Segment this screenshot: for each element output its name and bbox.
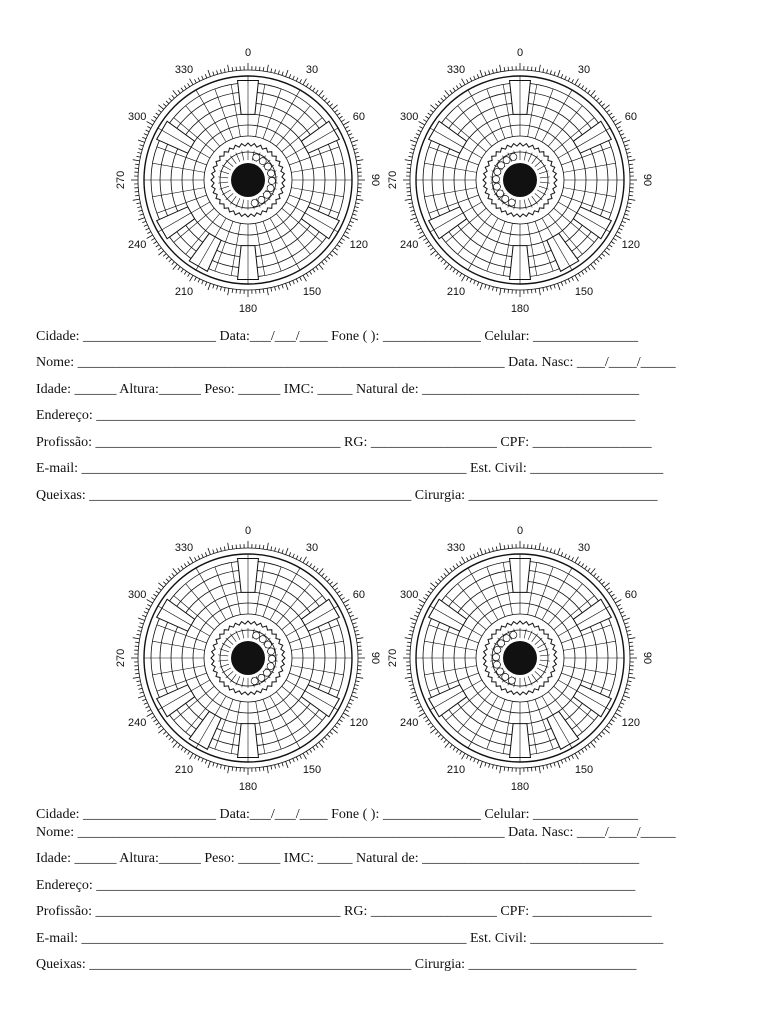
- form-line-cidade[interactable]: Cidade: ___________________ Data:___/___/____ Fone ( ): ______________ Celular: _______________: [36, 329, 638, 344]
- iris-chart-graphic: [385, 523, 655, 793]
- degree-label: 0: [516, 525, 524, 537]
- degree-label: 330: [174, 542, 194, 555]
- degree-label: 0: [516, 47, 524, 59]
- degree-label: 30: [305, 542, 319, 555]
- form-line-profissao[interactable]: Profissão: ___________________________________ RG: __________________ CPF: _________________: [36, 904, 652, 919]
- iris-chart-graphic: [113, 523, 383, 793]
- degree-label: 0: [244, 47, 252, 59]
- degree-label: 150: [574, 285, 594, 298]
- form-line-nome[interactable]: Nome: _____________________________________________________________ Data. Nasc: ____/____/_____: [36, 355, 676, 370]
- form-line-queixas[interactable]: Queixas: ______________________________________________ Cirurgia: ___________________________: [36, 488, 658, 503]
- degree-label: 330: [446, 64, 466, 77]
- degree-label: 120: [349, 717, 369, 729]
- form-line-profissao[interactable]: Profissão: ___________________________________ RG: __________________ CPF: _________________: [36, 435, 652, 450]
- degree-label: 90: [641, 651, 653, 665]
- form-line-cidade[interactable]: Cidade: ___________________ Data:___/___/____ Fone ( ): ______________ Celular: _______________: [36, 807, 638, 822]
- degree-label: 270: [387, 648, 399, 668]
- degree-label: 300: [399, 589, 419, 601]
- degree-label: 270: [387, 170, 399, 190]
- degree-label: 210: [446, 763, 466, 776]
- degree-label: 0: [244, 525, 252, 537]
- degree-label: 30: [577, 64, 591, 77]
- degree-label: 90: [641, 173, 653, 187]
- degree-label: 210: [446, 285, 466, 298]
- degree-label: 330: [174, 64, 194, 77]
- degree-label: 120: [349, 239, 369, 251]
- degree-label: 150: [574, 763, 594, 776]
- degree-label: 60: [624, 111, 637, 123]
- degree-label: 120: [621, 717, 641, 729]
- iris-chart-left-top: [385, 45, 655, 315]
- form-line-endereco[interactable]: Endereço: _____________________________________________________________________________: [36, 878, 636, 893]
- form-line-endereco[interactable]: Endereço: _____________________________________________________________________________: [36, 408, 636, 423]
- degree-label: 90: [369, 651, 381, 665]
- degree-label: 270: [115, 170, 127, 190]
- degree-label: 150: [302, 285, 322, 298]
- degree-label: 60: [352, 589, 365, 601]
- degree-label: 180: [510, 303, 530, 315]
- form-line-idade[interactable]: Idade: ______ Altura:______ Peso: ______ IMC: _____ Natural de: _______________________________: [36, 851, 640, 866]
- degree-label: 330: [446, 542, 466, 555]
- degree-label: 60: [352, 111, 365, 123]
- degree-label: 300: [127, 589, 147, 601]
- degree-label: 60: [624, 589, 637, 601]
- degree-label: 90: [369, 173, 381, 187]
- degree-label: 180: [510, 781, 530, 793]
- degree-label: 240: [399, 717, 419, 729]
- degree-label: 180: [238, 781, 258, 793]
- degree-label: 270: [115, 648, 127, 668]
- iris-chart-graphic: [385, 45, 655, 315]
- form-line-nome[interactable]: Nome: _____________________________________________________________ Data. Nasc: ____/____/_____: [36, 825, 676, 840]
- degree-label: 240: [127, 239, 147, 251]
- degree-label: 300: [127, 111, 147, 123]
- degree-label: 150: [302, 763, 322, 776]
- degree-label: 180: [238, 303, 258, 315]
- form-line-email[interactable]: E-mail: _______________________________________________________ Est. Civil: ___________________: [36, 931, 664, 946]
- degree-label: 30: [577, 542, 591, 555]
- iris-chart-right-top: [113, 45, 383, 315]
- degree-label: 240: [399, 239, 419, 251]
- iris-chart-left-bottom: [385, 523, 655, 793]
- form-line-idade[interactable]: Idade: ______ Altura:______ Peso: ______ IMC: _____ Natural de: _______________________________: [36, 382, 640, 397]
- degree-label: 30: [305, 64, 319, 77]
- degree-label: 210: [174, 285, 194, 298]
- form-line-email[interactable]: E-mail: _______________________________________________________ Est. Civil: ___________________: [36, 461, 664, 476]
- degree-label: 120: [621, 239, 641, 251]
- iris-chart-graphic: [113, 45, 383, 315]
- degree-label: 240: [127, 717, 147, 729]
- iris-chart-right-bottom: [113, 523, 383, 793]
- degree-label: 210: [174, 763, 194, 776]
- form-line-queixas[interactable]: Queixas: ______________________________________________ Cirurgia: ________________________: [36, 957, 637, 972]
- degree-label: 300: [399, 111, 419, 123]
